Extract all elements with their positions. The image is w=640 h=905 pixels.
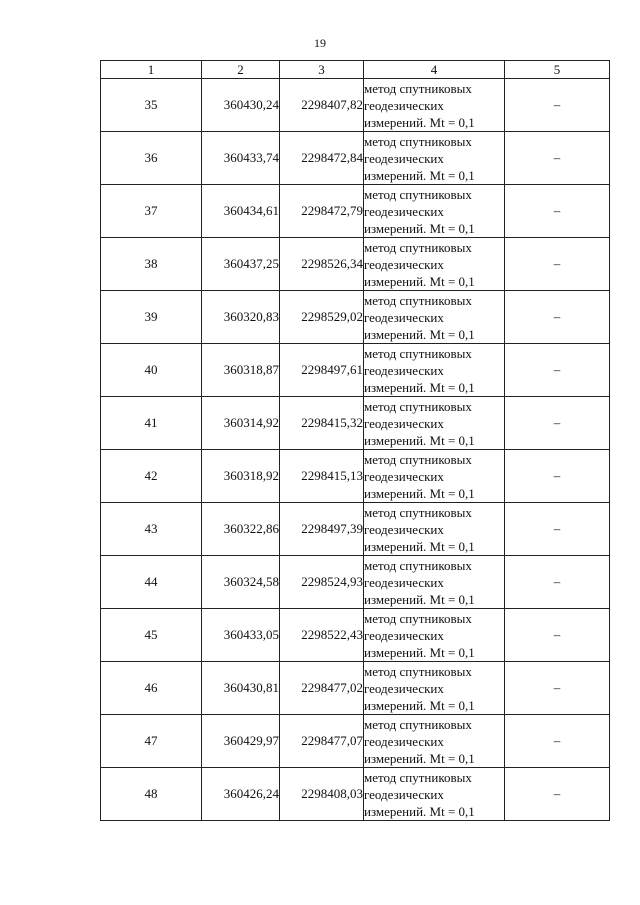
method-cell bbox=[364, 503, 505, 556]
method-line: метод спутниковых bbox=[364, 398, 472, 414]
y-coordinate-cell: 2298408,03 bbox=[280, 768, 364, 821]
x-coordinate-cell: 360433,05 bbox=[202, 609, 280, 662]
point-number-cell: 40 bbox=[101, 344, 202, 397]
table-row bbox=[101, 715, 610, 768]
method-cell bbox=[364, 768, 505, 821]
method-line: метод спутниковых bbox=[364, 239, 472, 255]
method-line: измерений. Mt = 0,1 bbox=[364, 644, 475, 660]
x-coordinate-cell: 360320,83 bbox=[202, 291, 280, 344]
method-line: геодезических bbox=[364, 574, 444, 590]
header-col-1: 1 bbox=[101, 61, 202, 79]
y-coordinate-cell: 2298497,61 bbox=[280, 344, 364, 397]
table-row bbox=[101, 344, 610, 397]
x-coordinate-cell: 360429,97 bbox=[202, 715, 280, 768]
y-coordinate-cell: 2298415,32 bbox=[280, 397, 364, 450]
y-coordinate-cell: 2298524,93 bbox=[280, 556, 364, 609]
y-coordinate-cell: 2298407,82 bbox=[280, 79, 364, 132]
method-line: геодезических bbox=[364, 150, 444, 166]
method-line: метод спутниковых bbox=[364, 610, 472, 626]
method-line: метод спутниковых bbox=[364, 451, 472, 467]
method-line: измерений. Mt = 0,1 bbox=[364, 591, 475, 607]
y-coordinate-cell: 2298472,84 bbox=[280, 132, 364, 185]
method-line: измерений. Mt = 0,1 bbox=[364, 538, 475, 554]
method-line: геодезических bbox=[364, 362, 444, 378]
note-cell: – bbox=[505, 450, 610, 503]
y-coordinate-cell: 2298522,43 bbox=[280, 609, 364, 662]
note-cell: – bbox=[505, 662, 610, 715]
point-number-cell: 37 bbox=[101, 185, 202, 238]
method-line: измерений. Mt = 0,1 bbox=[364, 485, 475, 501]
x-coordinate-cell: 360433,74 bbox=[202, 132, 280, 185]
method-cell bbox=[364, 79, 505, 132]
y-coordinate-cell: 2298529,02 bbox=[280, 291, 364, 344]
method-line: измерений. Mt = 0,1 bbox=[364, 803, 475, 819]
method-cell bbox=[364, 185, 505, 238]
x-coordinate-cell: 360437,25 bbox=[202, 238, 280, 291]
method-cell bbox=[364, 397, 505, 450]
note-cell: – bbox=[505, 185, 610, 238]
method-line: измерений. Mt = 0,1 bbox=[364, 750, 475, 766]
method-line: геодезических bbox=[364, 309, 444, 325]
table-row bbox=[101, 185, 610, 238]
point-number-cell: 46 bbox=[101, 662, 202, 715]
method-line: геодезических bbox=[364, 733, 444, 749]
x-coordinate-cell: 360318,87 bbox=[202, 344, 280, 397]
x-coordinate-cell: 360314,92 bbox=[202, 397, 280, 450]
x-coordinate-cell: 360322,86 bbox=[202, 503, 280, 556]
table-row bbox=[101, 132, 610, 185]
method-line: геодезических bbox=[364, 256, 444, 272]
table-row bbox=[101, 450, 610, 503]
header-col-3: 3 bbox=[280, 61, 364, 79]
method-line: метод спутниковых bbox=[364, 133, 472, 149]
method-cell bbox=[364, 291, 505, 344]
table-row bbox=[101, 291, 610, 344]
method-line: метод спутниковых bbox=[364, 345, 472, 361]
method-line: метод спутниковых bbox=[364, 80, 472, 96]
method-line: измерений. Mt = 0,1 bbox=[364, 326, 475, 342]
method-line: геодезических bbox=[364, 415, 444, 431]
x-coordinate-cell: 360324,58 bbox=[202, 556, 280, 609]
method-cell bbox=[364, 556, 505, 609]
point-number-cell: 47 bbox=[101, 715, 202, 768]
method-line: геодезических bbox=[364, 97, 444, 113]
method-line: метод спутниковых bbox=[364, 504, 472, 520]
x-coordinate-cell: 360430,81 bbox=[202, 662, 280, 715]
point-number-cell: 36 bbox=[101, 132, 202, 185]
x-coordinate-cell: 360430,24 bbox=[202, 79, 280, 132]
method-line: метод спутниковых bbox=[364, 557, 472, 573]
table-row bbox=[101, 397, 610, 450]
note-cell: – bbox=[505, 556, 610, 609]
note-cell: – bbox=[505, 768, 610, 821]
point-number-cell: 43 bbox=[101, 503, 202, 556]
method-line: геодезических bbox=[364, 680, 444, 696]
method-line: измерений. Mt = 0,1 bbox=[364, 273, 475, 289]
method-cell bbox=[364, 450, 505, 503]
note-cell: – bbox=[505, 291, 610, 344]
y-coordinate-cell: 2298472,79 bbox=[280, 185, 364, 238]
point-number-cell: 39 bbox=[101, 291, 202, 344]
point-number-cell: 42 bbox=[101, 450, 202, 503]
note-cell: – bbox=[505, 609, 610, 662]
note-cell: – bbox=[505, 715, 610, 768]
note-cell: – bbox=[505, 238, 610, 291]
coordinates-table bbox=[100, 60, 610, 821]
method-line: измерений. Mt = 0,1 bbox=[364, 114, 475, 130]
method-cell bbox=[364, 609, 505, 662]
table-header-row bbox=[101, 61, 610, 79]
method-line: метод спутниковых bbox=[364, 769, 472, 785]
table-row bbox=[101, 768, 610, 821]
method-cell bbox=[364, 132, 505, 185]
method-line: геодезических bbox=[364, 627, 444, 643]
table-row bbox=[101, 238, 610, 291]
x-coordinate-cell: 360434,61 bbox=[202, 185, 280, 238]
header-col-2: 2 bbox=[202, 61, 280, 79]
note-cell: – bbox=[505, 79, 610, 132]
y-coordinate-cell: 2298477,07 bbox=[280, 715, 364, 768]
method-line: геодезических bbox=[364, 521, 444, 537]
method-line: измерений. Mt = 0,1 bbox=[364, 379, 475, 395]
note-cell: – bbox=[505, 132, 610, 185]
note-cell: – bbox=[505, 344, 610, 397]
x-coordinate-cell: 360318,92 bbox=[202, 450, 280, 503]
point-number-cell: 48 bbox=[101, 768, 202, 821]
method-line: геодезических bbox=[364, 468, 444, 484]
method-line: геодезических bbox=[364, 786, 444, 802]
table-body bbox=[101, 79, 610, 821]
table-row bbox=[101, 609, 610, 662]
method-cell bbox=[364, 662, 505, 715]
page-number: 19 bbox=[314, 36, 326, 50]
header-col-4: 4 bbox=[364, 61, 505, 79]
method-line: метод спутниковых bbox=[364, 716, 472, 732]
table-row bbox=[101, 662, 610, 715]
note-cell: – bbox=[505, 397, 610, 450]
method-line: измерений. Mt = 0,1 bbox=[364, 167, 475, 183]
method-line: измерений. Mt = 0,1 bbox=[364, 697, 475, 713]
point-number-cell: 35 bbox=[101, 79, 202, 132]
table-row bbox=[101, 79, 610, 132]
method-line: измерений. Mt = 0,1 bbox=[364, 220, 475, 236]
method-line: метод спутниковых bbox=[364, 292, 472, 308]
method-cell bbox=[364, 238, 505, 291]
point-number-cell: 41 bbox=[101, 397, 202, 450]
header-col-5: 5 bbox=[505, 61, 610, 79]
point-number-cell: 38 bbox=[101, 238, 202, 291]
table-row bbox=[101, 556, 610, 609]
method-line: метод спутниковых bbox=[364, 663, 472, 679]
y-coordinate-cell: 2298526,34 bbox=[280, 238, 364, 291]
method-line: измерений. Mt = 0,1 bbox=[364, 432, 475, 448]
y-coordinate-cell: 2298415,13 bbox=[280, 450, 364, 503]
method-line: геодезических bbox=[364, 203, 444, 219]
table-row bbox=[101, 503, 610, 556]
x-coordinate-cell: 360426,24 bbox=[202, 768, 280, 821]
y-coordinate-cell: 2298497,39 bbox=[280, 503, 364, 556]
method-cell bbox=[364, 344, 505, 397]
y-coordinate-cell: 2298477,02 bbox=[280, 662, 364, 715]
point-number-cell: 45 bbox=[101, 609, 202, 662]
method-cell bbox=[364, 715, 505, 768]
note-cell: – bbox=[505, 503, 610, 556]
method-line: метод спутниковых bbox=[364, 186, 472, 202]
point-number-cell: 44 bbox=[101, 556, 202, 609]
